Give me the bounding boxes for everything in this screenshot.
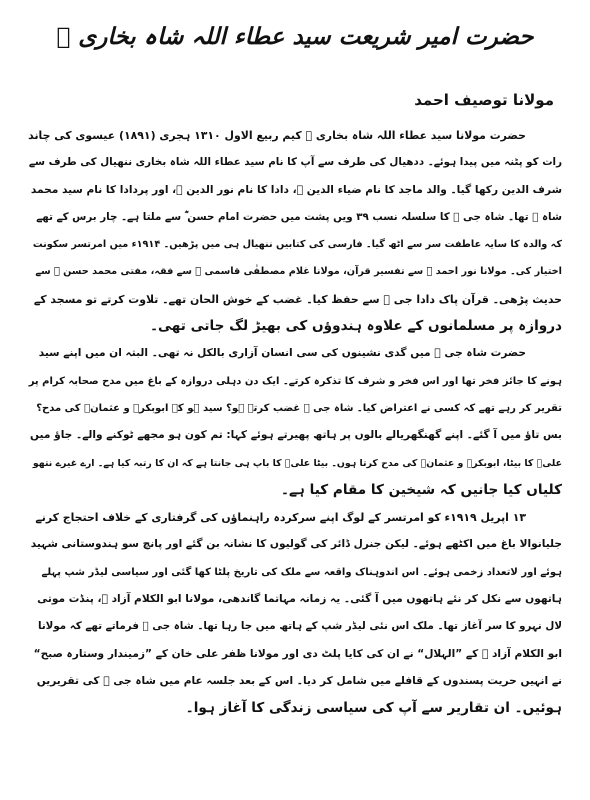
text-line: رات کو پٹنہ میں پیدا ہوئے۔ ددھیال کی طرف سے آپ کا نام سید عطاء اللہ شاہ بخاری ننھیال کی طرف سے — [28, 156, 562, 169]
paragraph — [28, 504, 562, 722]
page-title: حضرت امیر شریعت سید عطاء اللہ شاہ بخاری ﷫ — [56, 24, 534, 50]
text-line: ہوئے اور لاتعداد زخمی ہوئے۔ اس اندوہناک واقعہ سے ملک کی تاریخ پلٹا کھا گئی اور سیاسی لیڈر شپ پہلے — [41, 566, 562, 578]
article-body — [28, 122, 562, 723]
paragraph — [28, 122, 562, 340]
text-line: بس تاؤ میں آ گئے۔ اپنے گھنگھریالے بالوں پر ہاتھ پھیرتے ہوئے کہا: تم کون ہو مجھے ٹوکنے والے۔ جاؤ میں — [30, 429, 562, 442]
text-line: جلیانوالا باغ میں اکٹھے ہوئے۔ لیکن جنرل ڈائر کی گولیوں کا نشانہ بن گئے اور پانچ سو ہندوستانی شہید — [30, 538, 562, 551]
author-name: مولانا توصیف احمد — [414, 91, 554, 109]
paragraph — [28, 340, 562, 504]
text-line: کہ والدہ کا سایہ عاطفت سر سے اٹھ گیا۔ فارسی کی کتابیں ننھیال ہی میں پڑھیں۔ ۱۹۱۴ء میں امرتسر سکونت — [32, 239, 562, 251]
text-line: تقریر کر رہے تھے کہ کسی نے اعتراض کیا۔ شاہ جی ﷫ غضب کرتے ہو؟ سید ہو کے ابوبکرؓ و عثمانؓ کی مدح؟ — [36, 402, 562, 414]
text-line: ہونے کا جائز فخر تھا اور اس فخر و شرف کا تذکرہ کرتے۔ ایک دن دہلی دروازہ کے باغ میں مدح صحابہ کرام پر — [28, 375, 562, 387]
text-line: علیؓ کا بیٹا، ابوبکرؓ و عثمانؓ کی مدح کرتا ہوں۔ بیٹا علیؓ کا باپ ہی جانتا ہے کہ ان کا رتبہ کیا ہے۔ ارے غیرے نتھو — [32, 457, 562, 469]
text-line: نے انہیں حریت پسندوں کے قافلے میں شامل کر دیا۔ اس کے بعد جلسہ عام میں شاہ جی ﷫ کی تقریریں — [36, 674, 562, 687]
text-line: ۱۳ اپریل ۱۹۱۹ء کو امرتسر کے لوگ اپنے سرکردہ راہنماؤں کی گرفتاری کے خلاف احتجاج کرنے — [35, 511, 526, 525]
text-line: دروازہ پر مسلمانوں کے علاوہ ہندوؤں کی بھیڑ لگ جاتی تھی۔ — [150, 318, 562, 335]
text-line: حدیث پڑھی۔ قرآن پاک دادا جی ﷫ سے حفظ کیا۔ غضب کے خوش الحان تھے۔ تلاوت کرتے تو مسجد کے — [33, 292, 562, 306]
text-line: کلیاں کیا جانیں کہ شیخین کا مقام کیا ہے۔ — [280, 481, 562, 498]
text-line: شاہ ﷫ تھا۔ شاہ جی ﷫ کا سلسلہ نسب ۳۹ ویں پشت میں حضرت امام حسن ؓ سے ملتا ہے۔ چار برس کے تھے — [36, 210, 562, 223]
text-line: حضرت شاہ جی ﷫ میں گدی نشینوں کی سی انسان آزاری بالکل نہ تھی۔ البتہ ان میں اپنے سید — [38, 347, 526, 360]
text-line: حضرت مولانا سید عطاء اللہ شاہ بخاری ﷫ کیم ربیع الاول ۱۳۱۰ ہجری (۱۸۹۱) عیسوی کی چاند — [28, 129, 526, 142]
text-line: ہاتھوں سے نکل کر نئے ہاتھوں میں آ گئی۔ یہ زمانہ مہاتما گاندھی، مولانا ابو الکلام آزاد ﷫، پنڈت موتی — [37, 593, 562, 606]
text-line: لال نہرو کا سر آغاز تھا۔ ملک اس نئی لیڈر شپ کے ہاتھ میں جا رہا تھا۔ شاہ جی ﷫ فرماتے تھے کہ مولانا — [37, 620, 562, 633]
text-line: ابو الکلام آزاد ﷫ کے ”الہلال“ نے ان کی کایا پلٹ دی اور مولانا ظفر علی خان کے ”زمیندار وستارہ صبح“ — [33, 647, 562, 660]
text-line: اختیار کی۔ مولانا نور احمد ﷫ سے تفسیر قرآن، مولانا غلام مصطفٰی قاسمی ﷫ سے فقہ، مفتی محمد حسن ﷫ سے — [35, 266, 562, 278]
text-line: ہوئیں۔ ان تقاریر سے آپ کی سیاسی زندگی کا آغاز ہوا۔ — [185, 700, 562, 717]
text-line: شرف الدین رکھا گیا۔ والد ماجد کا نام ضیاء الدین ﷫، دادا کا نام نور الدین ﷫، اور پردادا کا نام سید محمد — [30, 183, 562, 196]
